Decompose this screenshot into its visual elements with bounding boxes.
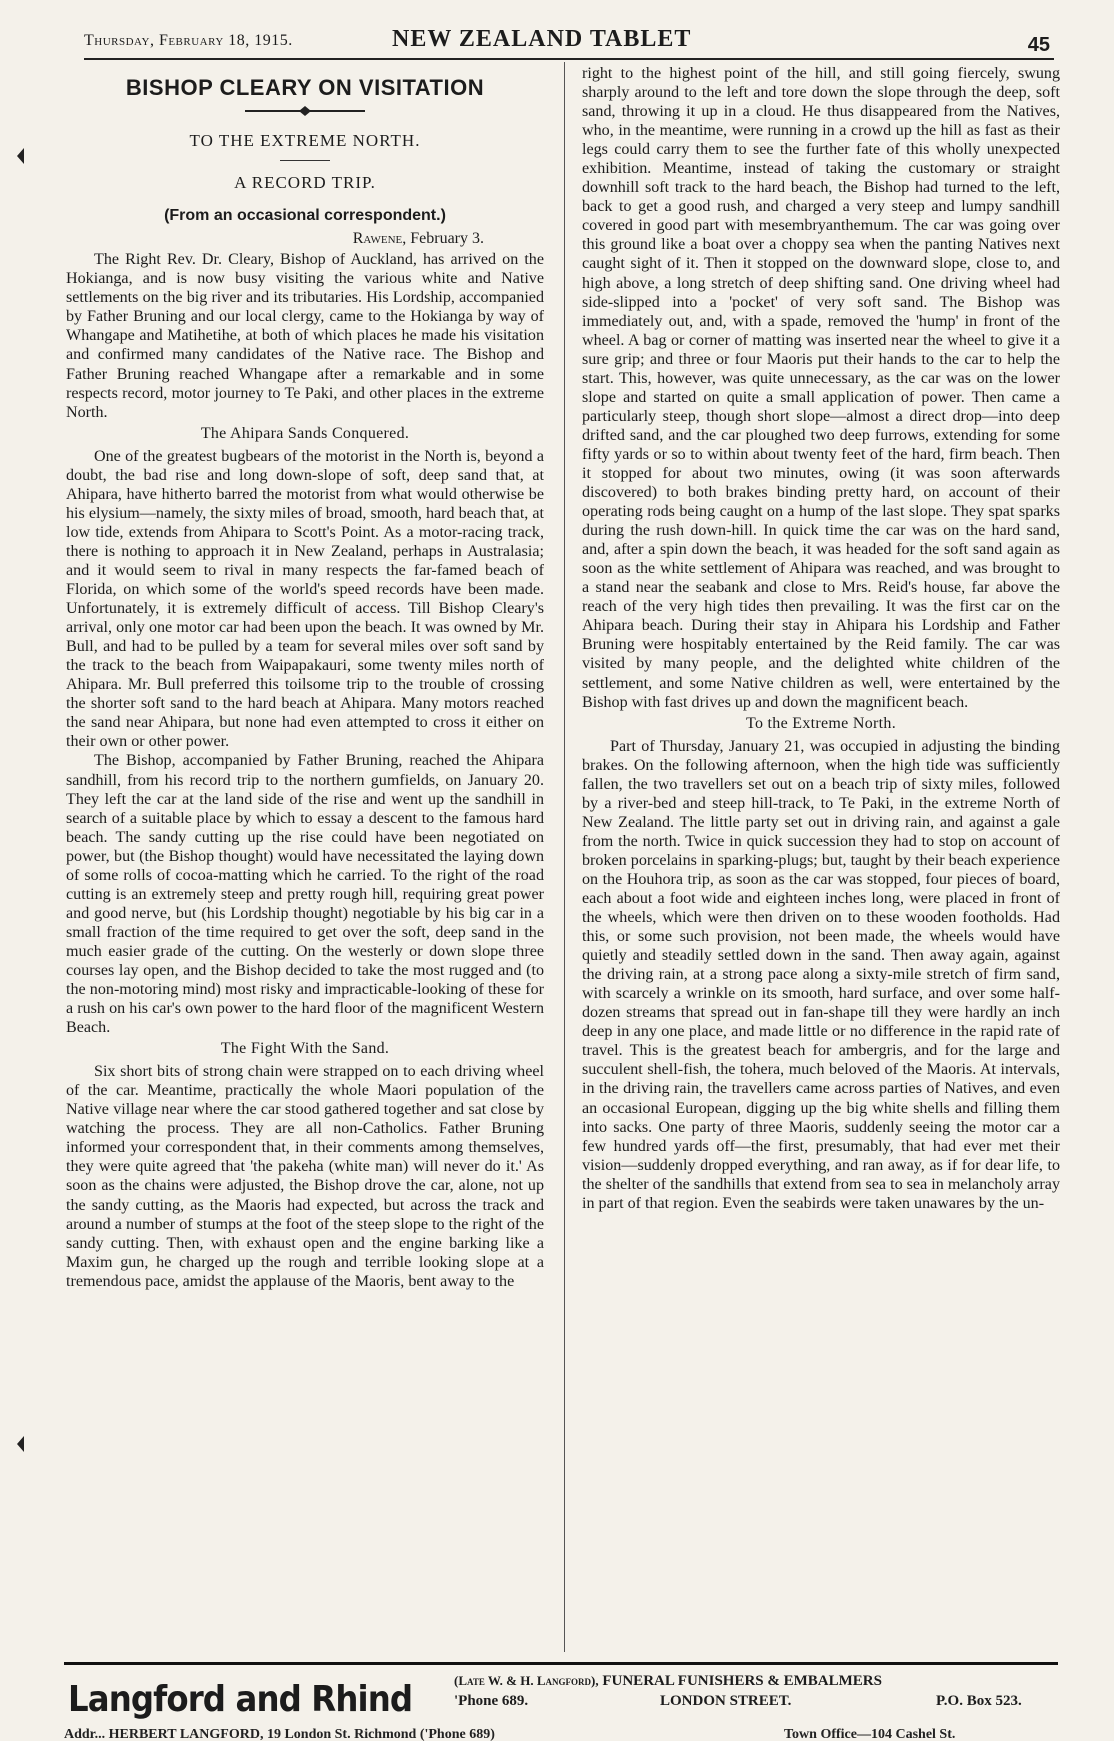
paragraph: The Right Rev. Dr. Cleary, Bishop of Auckland, has arrived on the Hokianga, and is now busy visiting the various white and Native settlements on the big river and its tributaries. His Lordship, accompanied by Father Bruning and our local clergy, came to the Hokianga by way of Whangape and Matihetihe, at both of which places he made his visitation and confirmed many candidates of the Native race. The Bishop and Father Bruning reached Whangape after a remarkable and in some respects record, motor journey to Te Paki, and other places in the extreme North.	[66, 251, 544, 421]
issue-date: Thursday, February 18, 1915.	[84, 32, 293, 49]
paragraph: right to the highest point of the hill, and still going fiercely, swung sharply around to the left and tore down the slope through the deep, soft sand, throwing it up in a cloud. He thus disappeared from the Natives, who, in the meantime, were running in a crowd up the hill as fast as their legs could carry them to see the further fate of this wholly unexpected exhibition. Meantime, instead of taking the customary or straight downhill soft track to the hard beach, the Bishop had turned to the left, back to get a good rush, and charged a very steep and lumpy sandhill covered in good part with mesembryanthemum. The car was going over this ground like a boat over a choppy sea when the panting Natives next caught sight of it. Then it stopped on the downward slope, close to, and high above, a long stretch of deep shifting sand. One driving wheel had side-slipped into a 'pocket' of very soft sand. The Bishop was immediately out, and, with a spade, removed the 'hump' in front of the wheel. A bag or corner of matting was inserted near the wheel to give it a sure grip; and three or four Maoris put their hands to the car to help the start. This, however, was quite unnecessary, as the car was on the lower slope and started on quite a small application of power. Then came a particularly steep, though short slope—almost a direct drop—into deep drifted sand, and the car ploughed two deep furrows, extending for some fifty yards or so to within about twenty feet of the hard, firm beach. Then it stopped for about two minutes, owing (it was soon afterwards discovered) to both brakes binding pretty hard, on account of their operating rods being caught on a hump of the last slope. They spat sparks during the rush down-hill. In quick time the car was on the hard sand, and, after a spin down the beach, it was headed for the soft sand again as soon as the white settlement of Ahipara was reached, and was brought to a stand near the seabank and close to Mrs. Reid's house, far above the reach of the very high tides then prevailing. It was the first car on the Ahipara beach. During their stay in Ahipara his Lordship and Father Bruning were hospitably entertained by the Reid family. The car was visited by many people, and the delighted white children of the settlement, and some Native children as well, were entertained by the Bishop with fast drives up and down the magnificent beach.	[582, 65, 1060, 711]
section-heading: To the Extreme North.	[745, 714, 897, 732]
article-subtitle: TO THE EXTREME NORTH.	[189, 131, 421, 151]
section-heading: The Fight With the Sand.	[220, 1040, 390, 1058]
newspaper-title: NEW ZEALAND TABLET	[392, 26, 692, 52]
advertiser-brand: Langford and Rhind	[68, 1679, 413, 1720]
dateline-date: February 3.	[410, 230, 484, 248]
margin-arrow-icon	[14, 1434, 28, 1454]
section-heading: The Ahipara Sands Conquered.	[200, 424, 410, 442]
margin-arrow-icon	[14, 146, 28, 166]
advertiser-phone: 'Phone 689.	[454, 1693, 529, 1709]
paragraph: Six short bits of strong chain were strapped on to each driving wheel of the car. Meantime, practically the whole Maori population of the Native village near where the car stood gathered together and sat close by watching the process. They are all non-Catholics. Father Bruning informed your correspondent that, in their comments among themselves, they were quite agreed that 'the pakeha (white man) will never do it.' As soon as the chains were adjusted, the Bishop drove the car, alone, not up the sandy cutting, as the Maoris had expected, but across the track and around a number of stumps at the foot of the steep slope to the right of the sandy cutting. Then, with exhaust open and the engine barking like a Maxim gun, he charged up the rough and terrible looking slope at a tremendous pace, amidst the applause of the Maoris, bent away to the	[66, 1063, 544, 1290]
advertiser-street: LONDON STREET.	[660, 1693, 792, 1709]
ornament-divider-icon	[245, 105, 365, 117]
paragraph: One of the greatest bugbears of the motorist in the North is, beyond a doubt, the bad rise and long down-slope of soft, deep sand that, at Ahipara, have hitherto barred the motorist from what would otherwise be his elysium—namely, the sixty miles of broad, smooth, hard beach that, at low tide, extends from Ahipara to Scott's Point. As a motor-racing track, there is nothing to approach it in New Zealand, perhaps in Australasia; and it would seem to rival in many respects the far-famed beach of Florida, on which some of the world's speed records have been made. Unfortunately, it is extremely difficult of access. Till Bishop Cleary's arrival, only one motor car had been upon the beach. It was owned by Mr. Bull, and had to be pulled by a team for several miles over soft sand by the track to the beach from Waipapakauri, some twenty miles north of Ahipara. Mr. Bull preferred this toilsome trip to the trouble of crossing the shorter soft sand to the hard beach at Ahipara. Many motors reached the sand near Ahipara, but none had even attempted to cross it either on their own or other power.	[66, 447, 544, 751]
footer-bottom-line	[64, 1723, 1058, 1741]
dateline	[66, 229, 544, 248]
page-number: 45	[1027, 34, 1050, 56]
right-column	[582, 64, 1060, 1213]
footer-bottom-left: Addr... HERBERT LANGFORD, 19 London St. Richmond ('Phone 689)	[64, 1727, 495, 1741]
column-divider	[564, 62, 565, 1652]
advertiser-former-name: (Late W. & H. Langford),	[454, 1673, 599, 1688]
article-subtitle-2: A RECORD TRIP.	[234, 173, 376, 193]
advertisement-footer	[64, 1662, 1058, 1741]
advertiser-description	[454, 1673, 882, 1690]
dateline-place: Rawene,	[352, 230, 407, 248]
advertiser-pobox: P.O. Box 523.	[936, 1693, 1022, 1709]
byline: (From an occasional correspondent.)	[164, 207, 446, 225]
paragraph: The Bishop, accompanied by Father Bruning, reached the Ahipara sandhill, from his record trip to the northern gumfields, on January 20. They left the car at the land side of the rise and went up the sandhill in search of a suitable place by which to essay a descent to the famous hard beach. The sandy cutting up the rise could have been negotiated on power, but (the Bishop thought) would have necessitated the laying down of some rolls of cocoa-matting which he carried. To the right of the road cutting is an extremely steep and pretty rough hill, requiring great power and good nerve, but (his Lordship thought) negotiable by his big car in a small fraction of the time required to get over the soft, deep sand in the much easier grade of the cutting. On the westerly or down slope three courses lay open, and the Bishop decided to take the most rugged and (to the non-motoring mind) most risky and impracticable-looking of these for a rush on his car's own power to the hard floor of the magnificent Western Beach.	[66, 752, 544, 1037]
advertiser-business: FUNERAL FUNISHERS & EMBALMERS	[602, 1673, 882, 1689]
footer-bottom-right: Town Office—104 Cashel St.	[784, 1727, 956, 1741]
masthead	[84, 24, 1054, 60]
paragraph: Part of Thursday, January 21, was occupied in adjusting the binding brakes. On the following afternoon, when the high tide was sufficiently fallen, the two travellers set out on a beach trip of sixty miles, followed by a river-bed and steep hill-track, to Te Paki, in the extreme North of New Zealand. The little party set out in driving rain, and against a gale from the north. Twice in quick succession they had to stop on account of broken porcelains in sparking-plugs; but, taught by their beach experience on the Houhora trip, as soon as the car was stopped, four pieces of board, each about a foot wide and eighteen inches long, were placed in front of the wheels, which were then driven on to these wooden footholds. Had this, or some such provision, not been made, the wheels would have quietly and steadily settled down in the sand. Then away again, against the driving rain, at a strong pace along a sixty-mile stretch of firm sand, with scarcely a wrinkle on its smooth, hard surface, and over some half-dozen streams that spread out in fan-shape till they were hardly an inch deep in any one place, and made little or no difference in the rapid rate of travel. This is the greatest beach for ambergris, and for the large and succulent shell-fish, the tohera, much beloved of the Maoris. At intervals, in the driving rain, the travellers came across parties of Natives, and even an occasional European, digging up the big white shells and filling them into sacks. One party of three Maoris, suddenly seeing the motor car a few hundred yards off—the first, presumably, that had ever met their vision—suddenly dropped everything, and ran away, as if for dear life, to the shelter of the sandhills that extend from sea to sea in melancholy array in part of that region. Even the seabirds were taken unawares by the un-	[582, 737, 1060, 1212]
divider	[280, 160, 330, 161]
article-title: BISHOP CLEARY ON VISITATION	[125, 75, 485, 100]
left-column	[66, 64, 544, 1291]
